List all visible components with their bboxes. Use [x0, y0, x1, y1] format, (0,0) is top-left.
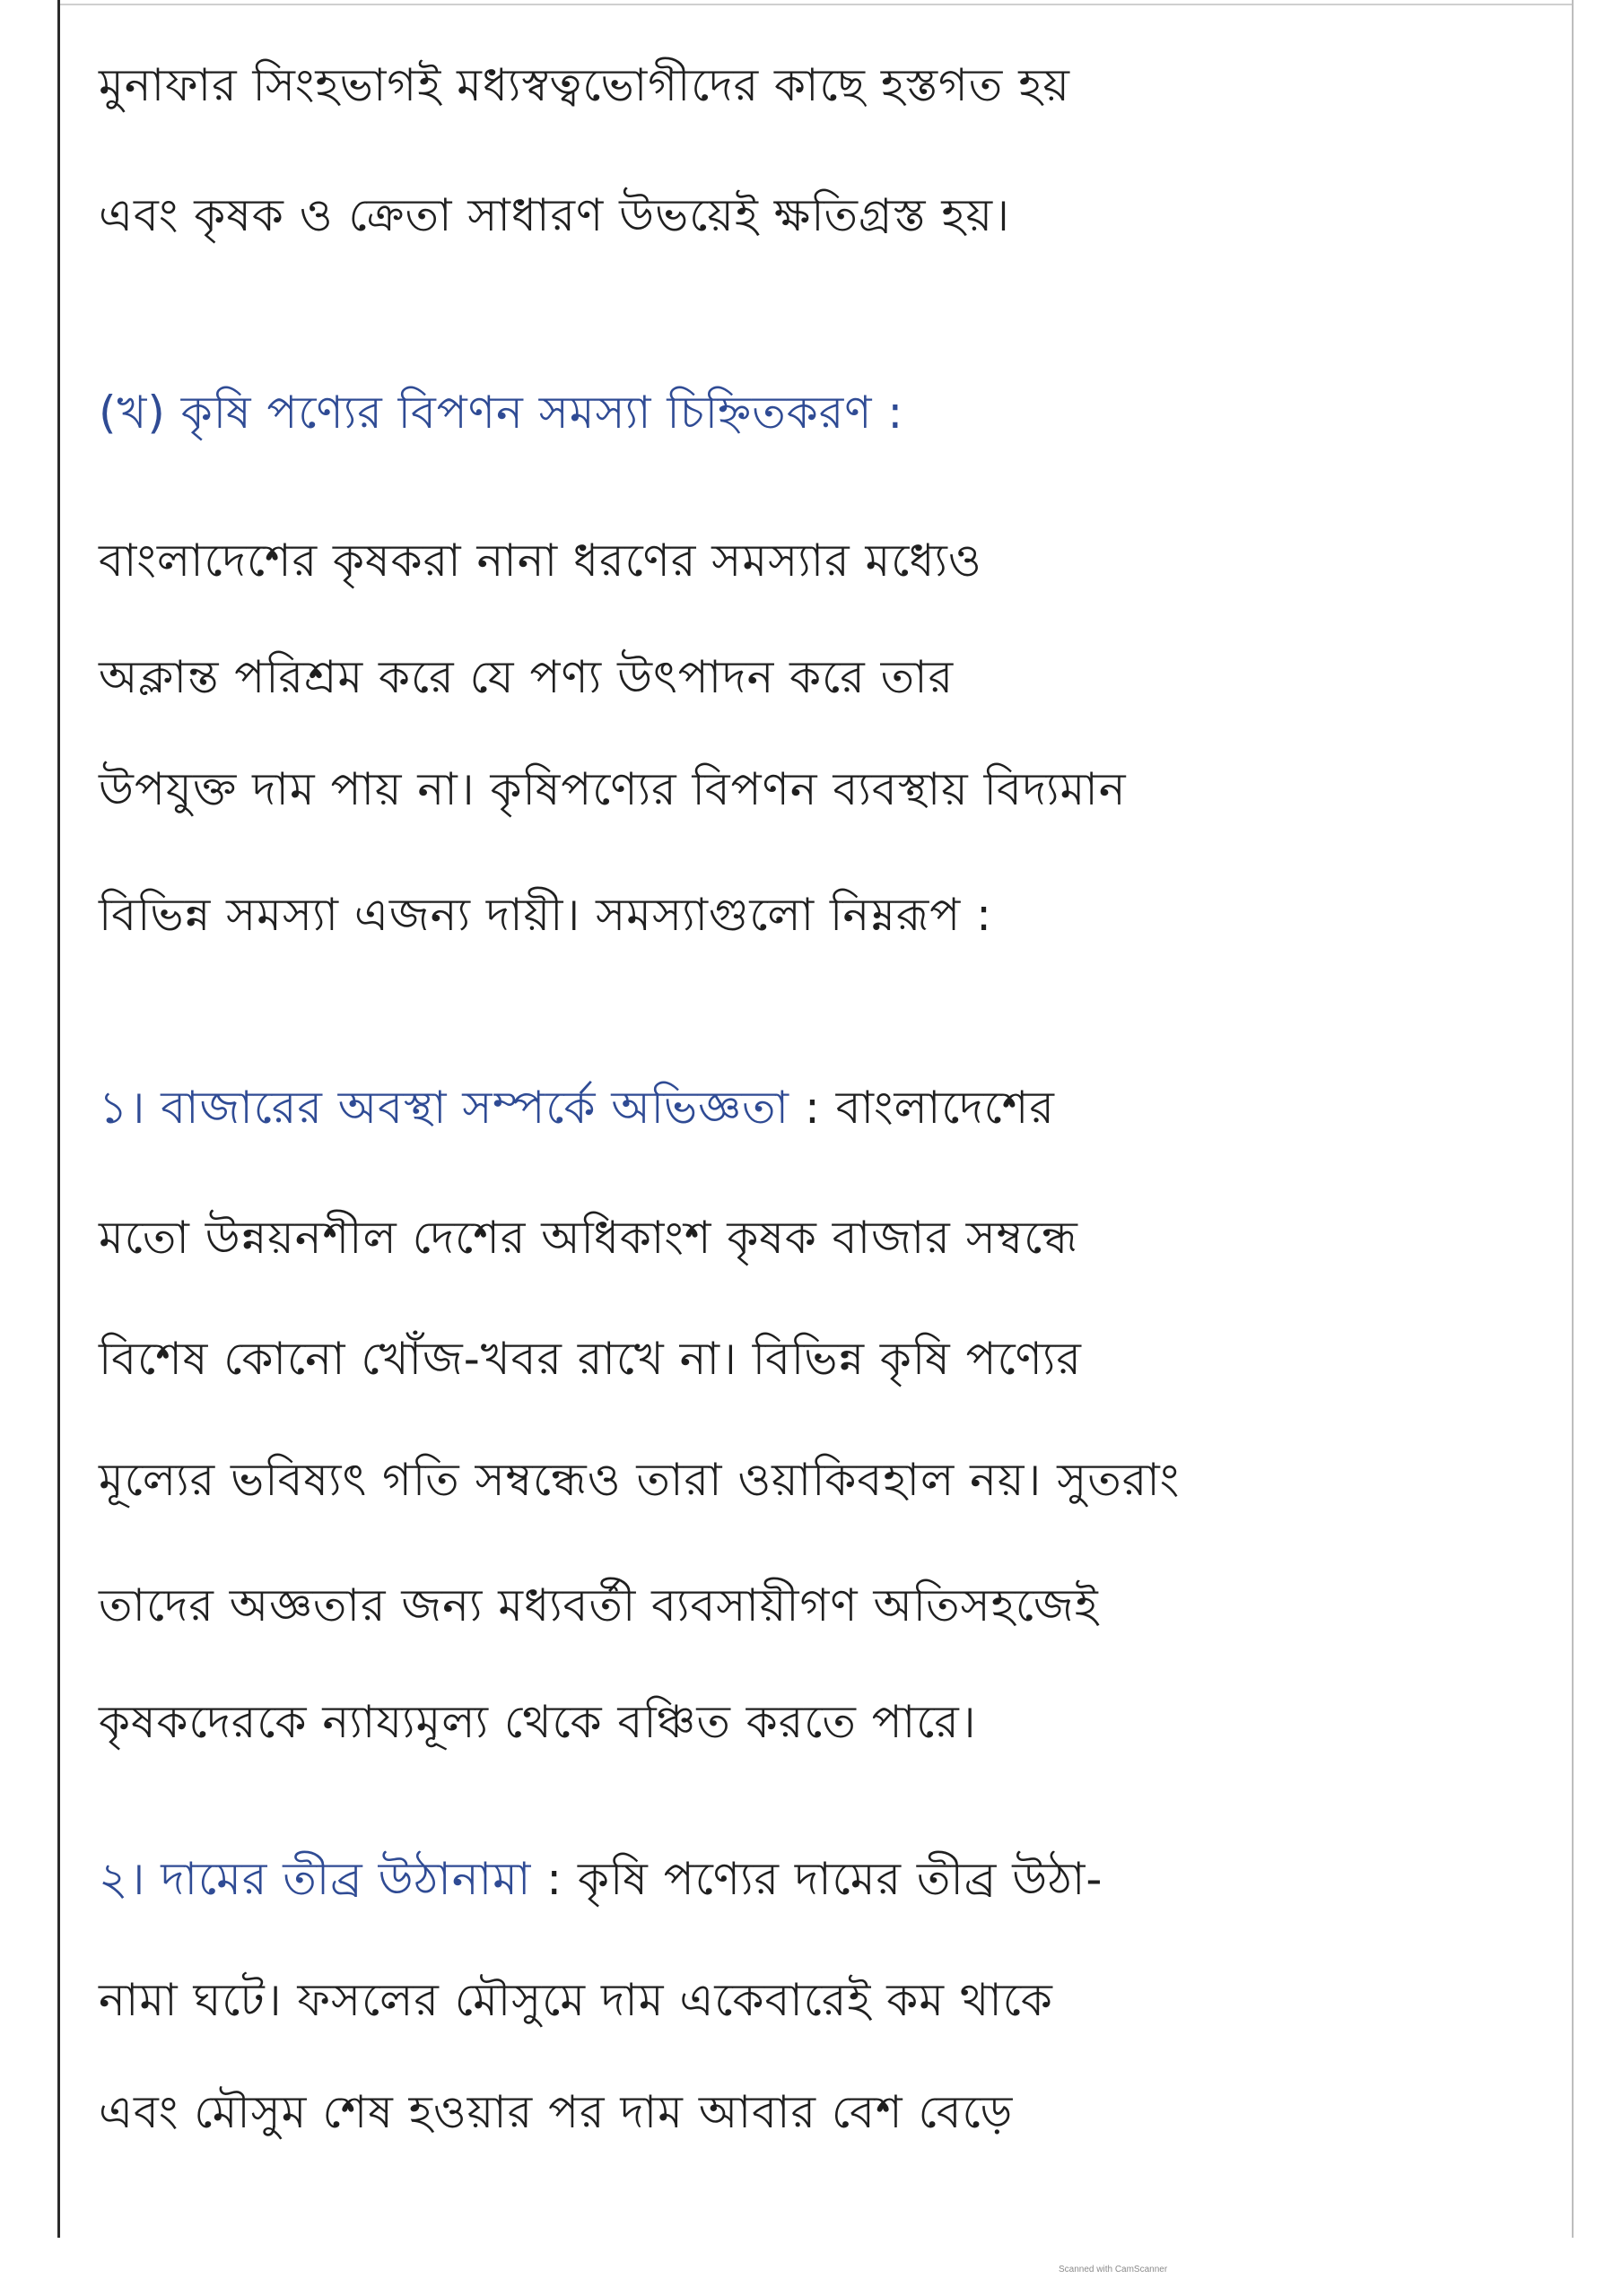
- page-border-right: [1572, 0, 1574, 2238]
- section-heading: (খ) কৃষি পণ্যের বিপণন সমস্যা চিহ্নিতকরণ :: [99, 387, 904, 439]
- text-line-1: মুনাফার সিংহভাগই মধ্যস্বত্বভোগীদের কাছে হস্তগত হয়: [99, 59, 1070, 111]
- text-line-10: বিশেষ কোনো খোঁজ-খবর রাখে না। বিভিন্ন কৃষি পণ্যের: [99, 1333, 1082, 1385]
- point-2-continuation: : কৃষি পণ্যের দামের তীব্র উঠা-: [546, 1853, 1103, 1905]
- text-line-9: মতো উন্নয়নশীল দেশের অধিকাংশ কৃষক বাজার সম্বন্ধে: [99, 1212, 1078, 1264]
- point-1-line: [99, 1076, 1552, 1139]
- text-line-2: এবং কৃষক ও ক্রেতা সাধারণ উভয়েই ক্ষতিগ্রস্ত হয়।: [99, 189, 1010, 241]
- text-line-13: কৃষকদেরকে ন্যায্যমূল্য থেকে বঞ্চিত করতে পারে।: [99, 1696, 977, 1748]
- text-line-12: তাদের অজ্ঞতার জন্য মধ্যবর্তী ব্যবসায়ীগণ অতিসহজেই: [99, 1579, 1099, 1631]
- point-2-line: [99, 1848, 1552, 1910]
- text-line-16: এবং মৌসুম শেষ হওয়ার পর দাম আবার বেশ বেড়ে: [99, 2086, 1014, 2138]
- page-border-top: [57, 4, 1574, 5]
- text-line-11: মূল্যের ভবিষ্যৎ গতি সম্বন্ধেও তারা ওয়াকিবহাল নয়। সুতরাং: [99, 1454, 1181, 1506]
- text-line-6: উপযুক্ত দাম পায় না। কৃষিপণ্যের বিপণন ব্যবস্থায় বিদ্যমান: [99, 763, 1127, 815]
- text-line-15: নামা ঘটে। ফসলের মৌসুমে দাম একেবারেই কম থাকে: [99, 1974, 1053, 2026]
- text-line-4: বাংলাদেশের কৃষকরা নানা ধরণের সমস্যার মধ্যেও: [99, 535, 982, 587]
- point-1-continuation: : বাংলাদেশের: [804, 1082, 1055, 1134]
- text-line-5: অক্লান্ত পরিশ্রম করে যে পণ্য উৎপাদন করে তার: [99, 651, 955, 703]
- point-2-title: ২। দামের তীব্র উঠানামা: [99, 1853, 532, 1905]
- text-line-7: বিভিন্ন সমস্যা এজন্য দায়ী। সমস্যাগুলো নিম্নরূপ :: [99, 889, 992, 941]
- page-border-left: [57, 0, 60, 2238]
- point-1-title: ১। বাজারের অবস্থা সম্পর্কে অভিজ্ঞতা: [99, 1082, 790, 1134]
- scanner-watermark: Scanned with CamScanner: [1059, 2265, 1168, 2274]
